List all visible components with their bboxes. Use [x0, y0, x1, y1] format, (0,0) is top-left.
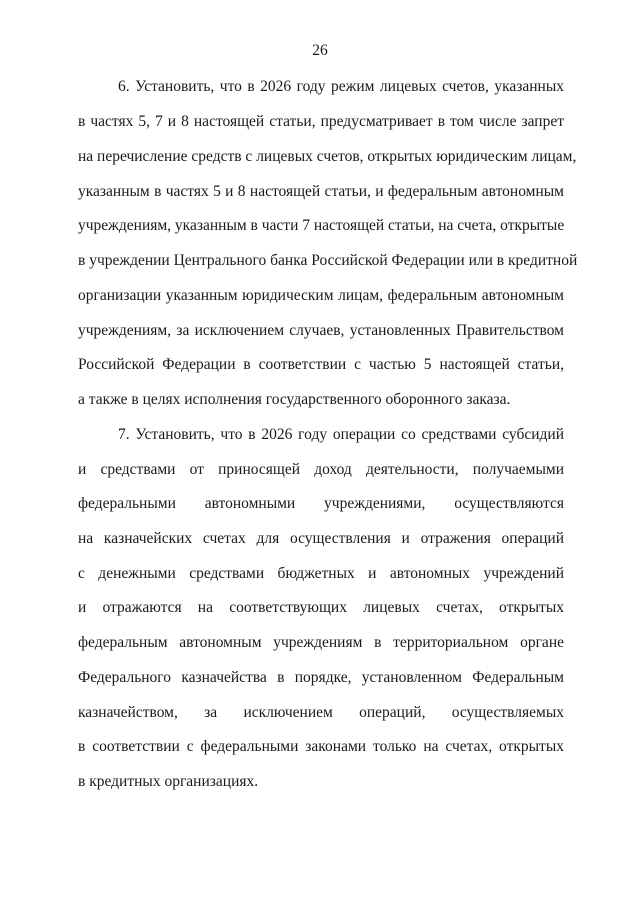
- text-line: в кредитных организациях.: [78, 773, 259, 790]
- page-number: 26: [312, 42, 328, 59]
- text-line: в частях 5, 7 и 8 настоящей статьи, предусматривает в том числе запрет: [78, 113, 564, 130]
- text-line: 7. Установить, что в 2026 году операции со средствами субсидий: [118, 426, 564, 443]
- text-line: на перечисление средств с лицевых счетов, открытых юридическим лицам,: [78, 148, 577, 165]
- text-line: учреждениям, за исключением случаев, установленных Правительством: [78, 322, 564, 339]
- text-line: организации указанным юридическим лицам, федеральным автономным: [78, 287, 564, 304]
- text-line: федеральным автономным учреждениям в территориальном органе: [78, 634, 564, 651]
- text-line: и отражаются на соответствующих лицевых счетах, открытых: [78, 599, 564, 616]
- text-line: с денежными средствами бюджетных и автономных учреждений: [78, 565, 564, 582]
- text-line: 6. Установить, что в 2026 году режим лицевых счетов, указанных: [118, 78, 564, 95]
- text-line: учреждениям, указанным в части 7 настоящей статьи, на счета, открытые: [78, 217, 565, 234]
- text-line: в соответствии с федеральными законами только на счетах, открытых: [78, 738, 564, 755]
- text-line: и средствами от приносящей доход деятельности, получаемыми: [78, 461, 564, 478]
- text-line: казначейством, за исключением операций, осуществляемых: [78, 704, 564, 721]
- text-line: Российской Федерации в соответствии с частью 5 настоящей статьи,: [78, 356, 564, 373]
- text-line: Федерального казначейства в порядке, установленном Федеральным: [78, 669, 564, 686]
- text-line: указанным в частях 5 и 8 настоящей статьи, и федеральным автономным: [78, 183, 564, 200]
- text-line: в учреждении Центрального банка Российской Федерации или в кредитной: [78, 252, 578, 269]
- text-line: федеральными автономными учреждениями, осуществляются: [78, 495, 564, 512]
- text-line: а также в целях исполнения государственного оборонного заказа.: [78, 391, 511, 408]
- text-line: на казначейских счетах для осуществления и отражения операций: [78, 530, 564, 547]
